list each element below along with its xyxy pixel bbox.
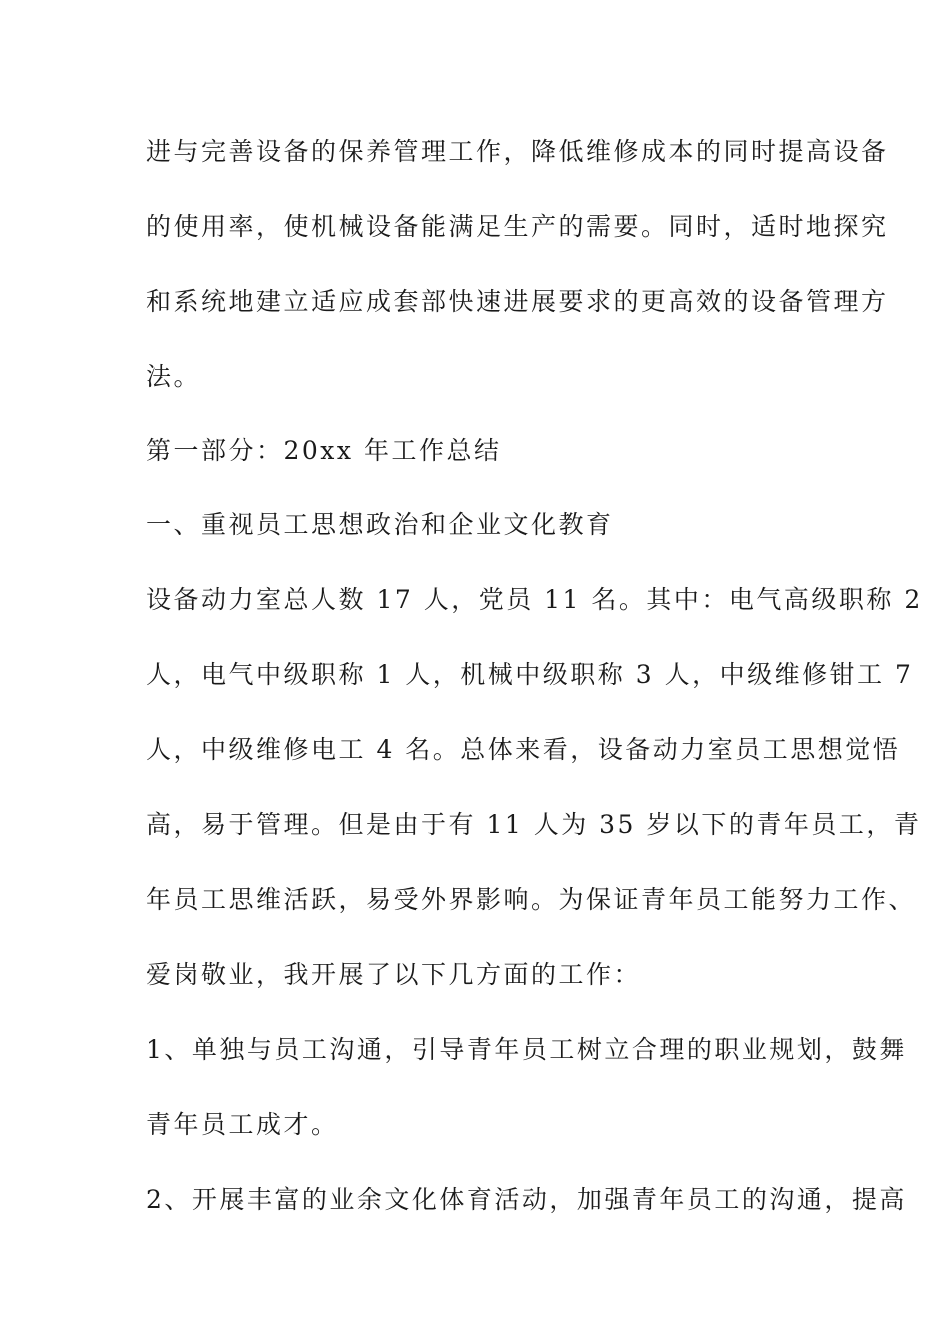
- paragraph-line: 爱岗敬业，我开展了以下几方面的工作：: [146, 960, 642, 989]
- section-heading: 第一部分：20xx 年工作总结: [146, 436, 502, 465]
- subsection-heading: 一、重视员工思想政治和企业文化教育: [146, 510, 614, 539]
- paragraph-line: 年员工思维活跃，易受外界影响。为保证青年员工能努力工作、: [146, 885, 917, 914]
- paragraph-line: 进与完善设备的保养管理工作，降低维修成本的同时提高设备: [146, 137, 889, 166]
- paragraph-line: 高，易于管理。但是由于有 11 人为 35 岁以下的青年员工，青: [146, 810, 922, 839]
- paragraph-line: 设备动力室总人数 17 人，党员 11 名。其中：电气高级职称 2: [146, 585, 923, 614]
- list-item-line: 1、单独与员工沟通，引导青年员工树立合理的职业规划，鼓舞: [146, 1035, 907, 1064]
- paragraph-line: 人，中级维修电工 4 名。总体来看，设备动力室员工思想觉悟: [146, 735, 901, 764]
- paragraph-line: 和系统地建立适应成套部快速进展要求的更高效的设备管理方: [146, 287, 889, 316]
- paragraph-line: 法。: [146, 362, 202, 391]
- list-item-line: 青年员工成才。: [146, 1110, 339, 1139]
- paragraph-line: 的使用率，使机械设备能满足生产的需要。同时，适时地探究: [146, 212, 889, 241]
- paragraph-line: 人，电气中级职称 1 人，机械中级职称 3 人，中级维修钳工 7: [146, 660, 914, 689]
- list-item-line: 2、开展丰富的业余文化体育活动，加强青年员工的沟通，提高: [146, 1185, 907, 1214]
